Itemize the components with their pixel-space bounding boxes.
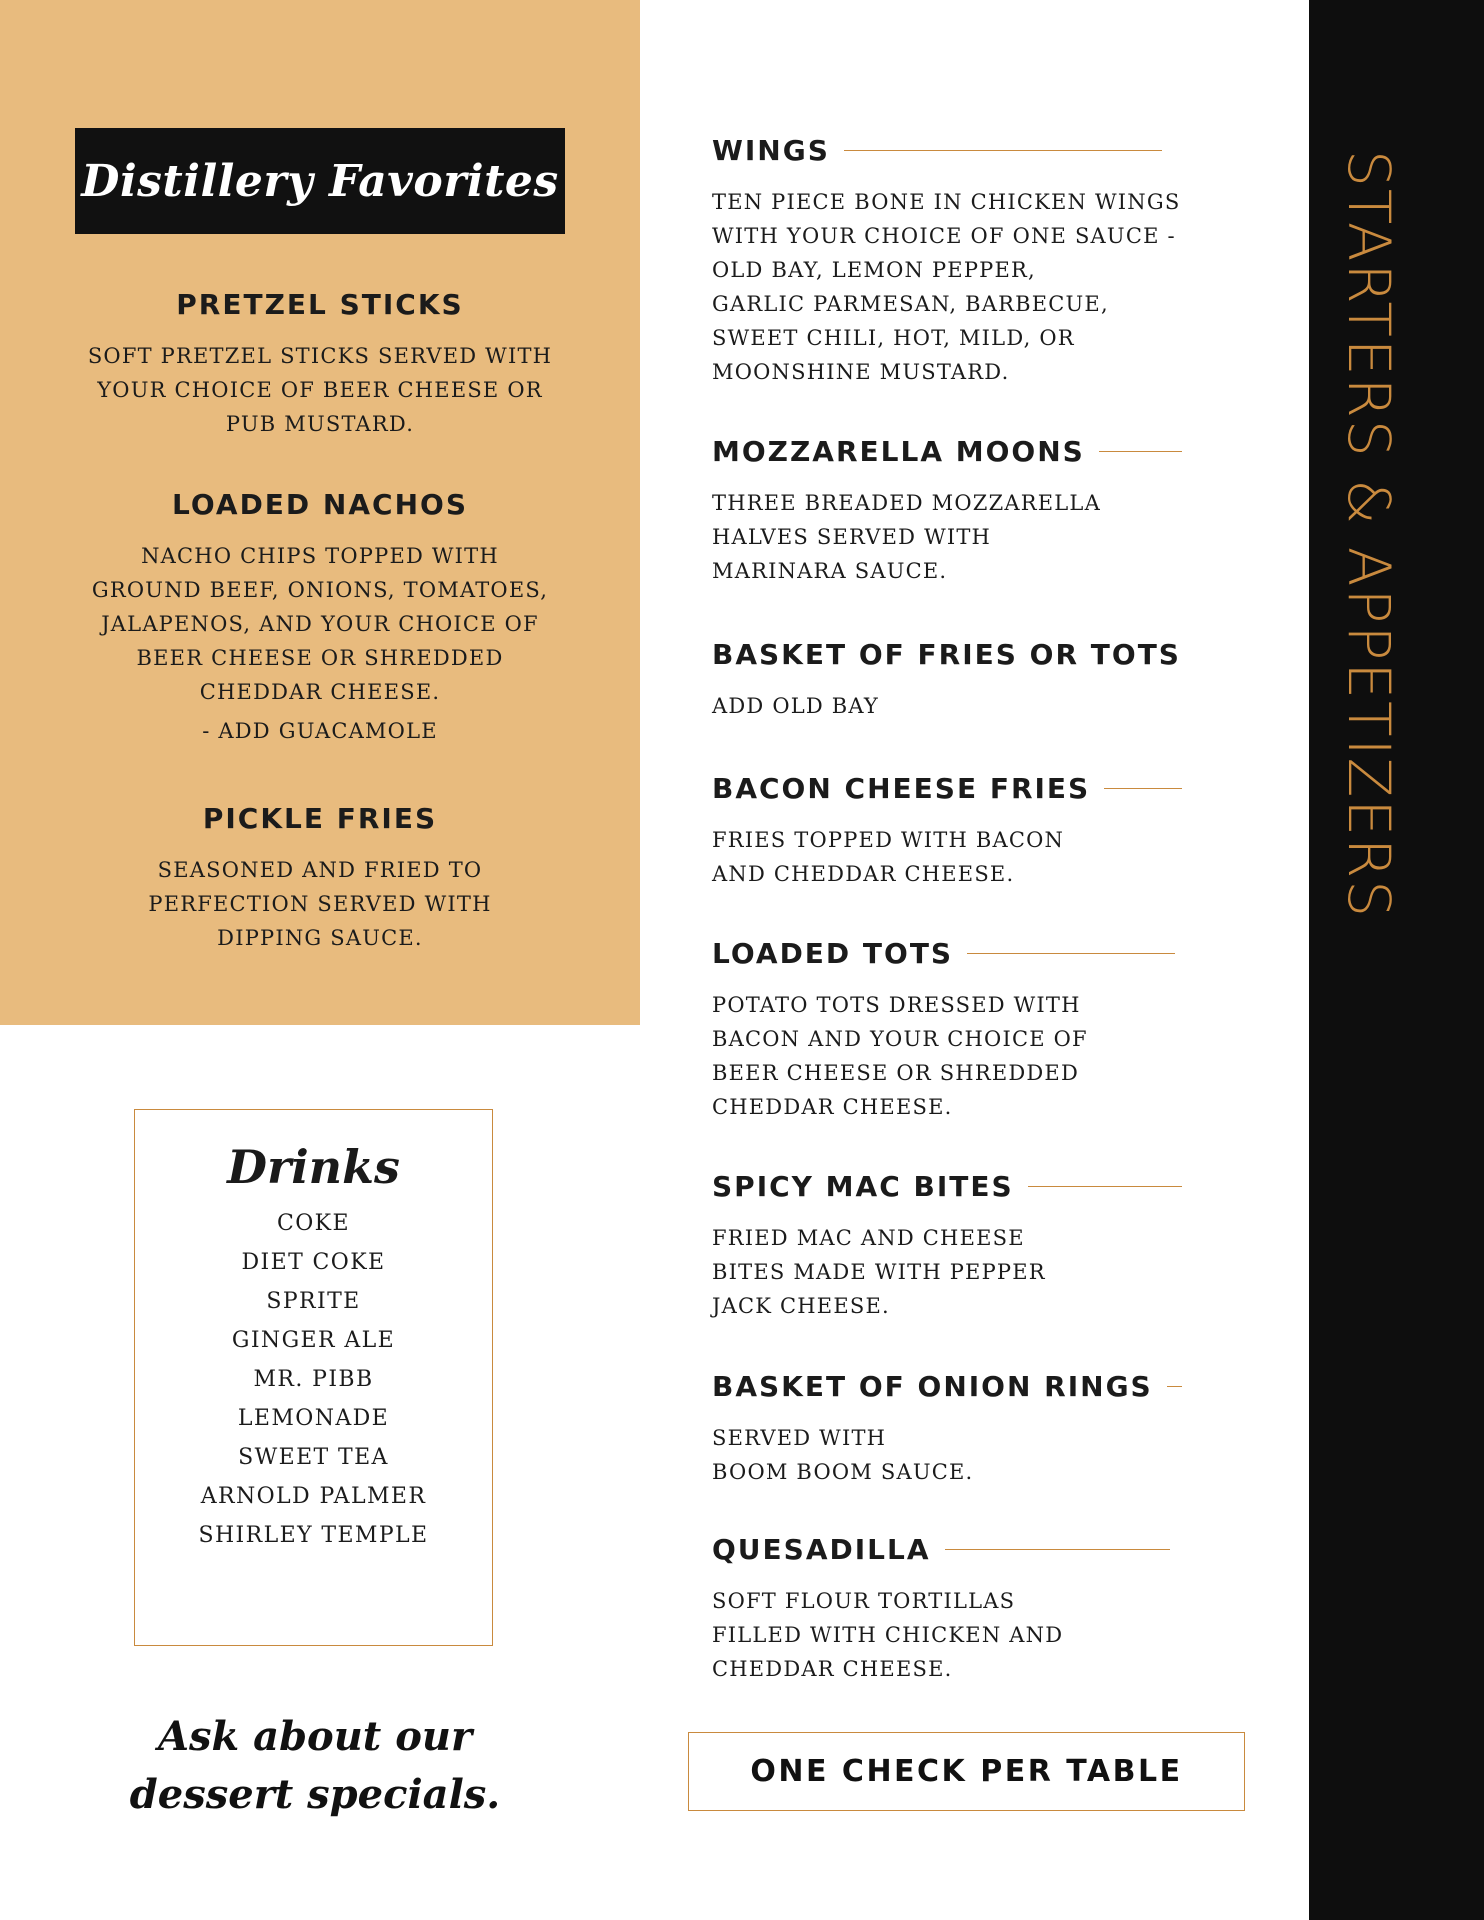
title-rule	[1028, 1186, 1182, 1187]
drink-item: LEMONADE	[237, 1406, 390, 1431]
drink-item: SWEET TEA	[238, 1445, 389, 1470]
item-description: FRIED MAC AND CHEESE BITES MADE WITH PEPPER JACK CHEESE.	[712, 1226, 1046, 1318]
drink-item: MR. PIBB	[253, 1367, 374, 1392]
item-title: WINGS	[712, 134, 830, 167]
drinks-heading: Drinks	[227, 1140, 400, 1194]
title-rule	[1099, 451, 1182, 452]
item-description: TEN PIECE BONE IN CHICKEN WINGS WITH YOUR CHOICE OF ONE SAUCE - OLD BAY, LEMON PEPPER, GARLIC PARMESAN, BARBECUE, SWEET CHILI, HOT, MILD, OR MOONSHINE MUSTARD.	[712, 190, 1181, 384]
drink-item: SPRITE	[266, 1289, 361, 1314]
item-title: PICKLE FRIES	[202, 802, 438, 835]
item-title: MOZZARELLA MOONS	[712, 435, 1085, 468]
title-rule	[1167, 1386, 1182, 1387]
drink-item: GINGER ALE	[231, 1328, 396, 1353]
item-description: ADD OLD BAY	[712, 694, 879, 718]
section-title: STARTERS & APPETIZERS	[1335, 150, 1403, 920]
title-rule	[1104, 788, 1182, 789]
drink-item: DIET COKE	[241, 1250, 386, 1275]
menu-item-basket-fries-tots	[712, 638, 1182, 723]
item-title: PRETZEL STICKS	[176, 288, 464, 321]
item-addon: - ADD GUACAMOLE	[202, 719, 438, 743]
check-policy-text: ONE CHECK PER TABLE	[750, 1754, 1183, 1789]
check-policy-box	[688, 1732, 1245, 1811]
drink-item: SHIRLEY TEMPLE	[198, 1523, 429, 1548]
item-title: BASKET OF FRIES OR TOTS	[712, 638, 1181, 671]
menu-item-bacon-cheese-fries	[712, 772, 1182, 891]
item-title: BASKET OF ONION RINGS	[712, 1370, 1153, 1403]
menu-item-mozzarella-moons	[712, 435, 1182, 588]
menu-item-spicy-mac-bites	[712, 1170, 1182, 1323]
drinks-list	[135, 1204, 492, 1555]
menu-item-pretzel-sticks	[60, 288, 580, 441]
drink-item: ARNOLD PALMER	[200, 1484, 427, 1509]
menu-item-pickle-fries	[60, 802, 580, 955]
drinks-box	[134, 1109, 493, 1646]
item-description: NACHO CHIPS TOPPED WITH GROUND BEEF, ONIONS, TOMATOES, JALAPENOS, AND YOUR CHOICE OF BEER CHEESE OR SHREDDED CHEDDAR CHEESE.	[91, 544, 549, 704]
title-rule	[945, 1549, 1170, 1550]
favorites-heading: Distillery Favorites	[81, 155, 559, 207]
menu-item-quesadilla	[712, 1533, 1182, 1686]
menu-item-wings	[712, 134, 1182, 389]
item-description: POTATO TOTS DRESSED WITH BACON AND YOUR CHOICE OF BEER CHEESE OR SHREDDED CHEDDAR CHEESE.	[712, 993, 1088, 1119]
title-rule	[844, 150, 1162, 151]
item-description: SEASONED AND FRIED TO PERFECTION SERVED WITH DIPPING SAUCE.	[148, 858, 492, 950]
drink-item: COKE	[277, 1211, 350, 1236]
menu-item-loaded-tots	[712, 937, 1182, 1124]
item-title: QUESADILLA	[712, 1533, 931, 1566]
item-description: FRIES TOPPED WITH BACON AND CHEDDAR CHEESE.	[712, 828, 1065, 886]
item-description: THREE BREADED MOZZARELLA HALVES SERVED WITH MARINARA SAUCE.	[712, 491, 1101, 583]
dessert-note: Ask about our dessert specials.	[129, 1713, 501, 1818]
item-title: LOADED TOTS	[712, 937, 954, 970]
item-title: SPICY MAC BITES	[712, 1170, 1014, 1203]
item-title: BACON CHEESE FRIES	[712, 772, 1091, 805]
menu-item-basket-onion-rings	[712, 1370, 1182, 1489]
favorites-banner	[75, 128, 565, 234]
menu-item-loaded-nachos	[60, 488, 580, 743]
item-description: SERVED WITH BOOM BOOM SAUCE.	[712, 1426, 974, 1484]
item-title: LOADED NACHOS	[172, 488, 468, 521]
item-description: SOFT PRETZEL STICKS SERVED WITH YOUR CHOICE OF BEER CHEESE OR PUB MUSTARD.	[87, 344, 553, 436]
title-rule	[967, 953, 1175, 954]
item-description: SOFT FLOUR TORTILLAS FILLED WITH CHICKEN AND CHEDDAR CHEESE.	[712, 1589, 1064, 1681]
